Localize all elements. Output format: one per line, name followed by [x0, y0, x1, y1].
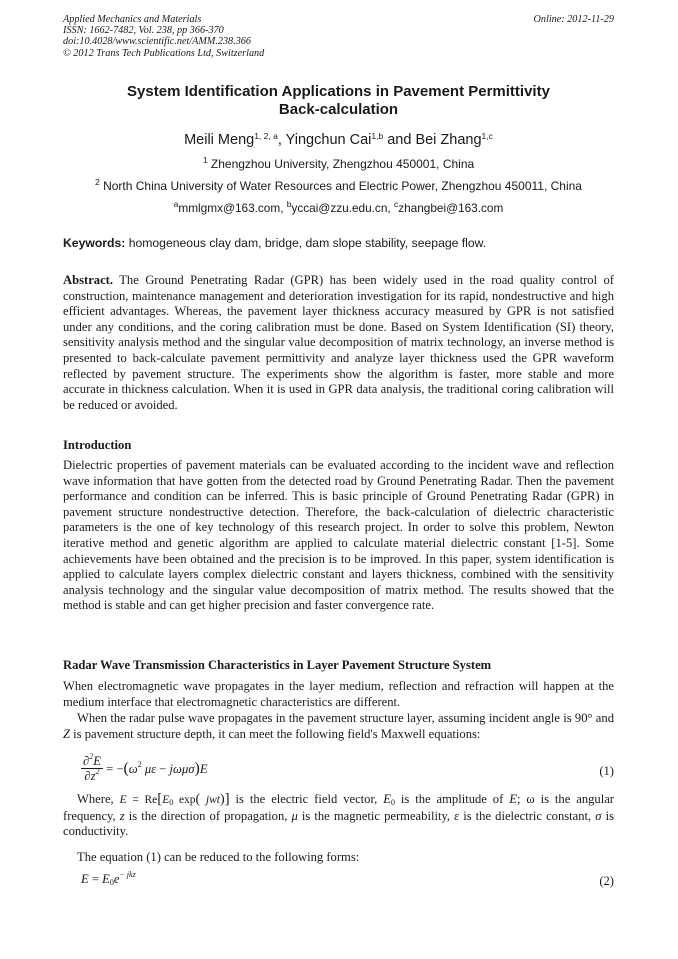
- variable-z: Z: [63, 726, 71, 741]
- author-name: Bei Zhang: [415, 132, 482, 148]
- affiliation-sup: 2: [95, 177, 100, 187]
- variable-e0: E: [383, 792, 391, 806]
- affiliation-text: Zhengzhou University, Zhengzhou 450001, China: [210, 157, 475, 171]
- paper-title: [63, 83, 614, 119]
- introduction-heading: Introduction: [63, 438, 132, 452]
- section-heading: Radar Wave Transmission Characteristics in Layer Pavement Structure System: [63, 658, 492, 672]
- email-link[interactable]: zhangbei@163.com: [398, 201, 504, 215]
- equation-2-body: $E = E_0e^{- jkz}$: [81, 870, 136, 887]
- second-derivative: $\frac{\partial^2E}{\partial z^2}$: [83, 752, 101, 783]
- introduction-text: Dielectric properties of pavement materials can be evaluated according to the incident wave and reflection wave information that have gotten from the detected road by Ground Penetrating Radar. Then the pavement performance and condition can be inferred. This is basic principle of Ground Penetrating Radar (GPR) in pavement structure nondestructive detection. Therefore, the back-calculation of dielectric characteristic parameters is the one of key technology of this research project. In order to solve this problem, Newton iterative method and genetic algorithm are applied to calculate material dielectric constant [1-5]. Some achievements have been obtained and the precision is to be improved. In this paper, system identification is applied to calculate layers complex dielectric constant and layers thickness, combined with the sensitivity analysis technology and the singular value decomposition of matrix method. The results showed that the method is stable and can get higher precision and faster convergence rate.: [63, 458, 614, 613]
- variable-epsilon: ε: [454, 808, 460, 823]
- author-list: [63, 131, 614, 149]
- description-text: is the electric field vector,: [229, 792, 384, 806]
- description-text: is the magnetic permeability,: [297, 808, 455, 823]
- variable-z: z: [119, 808, 125, 823]
- author-separator: ,: [277, 132, 286, 148]
- variable-e: E: [509, 792, 517, 806]
- journal-name: Applied Mechanics and Materials: [63, 14, 202, 25]
- abstract: [63, 273, 614, 413]
- description-text: is the amplitude of: [394, 792, 510, 806]
- author-emails: [63, 201, 614, 215]
- where-label: Where,: [77, 792, 120, 806]
- affiliation-text: North China University of Water Resources and Electric Power, Zhengzhou 450011, China: [103, 179, 582, 193]
- author-name: Meili Meng: [184, 132, 255, 148]
- equation-1-description: Where, $E = Re[E_0$ exp( jwt)] is the electric field vector, $E_0$ is the amplitude of E; ω is the angular frequency, z is the direction of propagation, μ is the magnetic permeability, ε is the dielectric constant, σ is conductivity.: [63, 791, 614, 839]
- variable-sigma: σ: [595, 808, 602, 823]
- author-separator: and: [383, 132, 416, 148]
- email-link[interactable]: yccai@zzu.edu.cn,: [291, 201, 394, 215]
- journal-header: [63, 14, 614, 59]
- journal-copyright: © 2012 Trans Tech Publications Ltd, Switzerland: [63, 47, 265, 59]
- email-sup: c: [393, 199, 399, 209]
- variable-mu: μ: [291, 808, 298, 823]
- abstract-text: The Ground Penetrating Radar (GPR) has been widely used in the road quality control of construction, maintenance management and deterioration investigation for its rapid, nondestructive and high efficient advantages. Whereas, the pavement layer thickness accuracy measured by GPR is not satisfied under any conditions, and the coring calibration must be done. Based on System Identification (SI) theory, sensitivity analysis method and the singular value decomposition of matrix technology, an inverse method is presented to back-calculate pavement permittivity and analyze layer thickness used the GPR waveform reflected by pavement structure. The experiments show the algorithm is faster, more stable and more accurate in thickness calculation. When it is used in GPR data analysis, the traditional coring calibration will be reduced or avoided.: [63, 273, 614, 412]
- affiliation-1: [63, 157, 614, 171]
- affiliation-2: [63, 179, 614, 193]
- email-link[interactable]: mmlgmx@163.com,: [178, 201, 287, 215]
- keywords-text: homogeneous clay dam, bridge, dam slope stability, seepage flow.: [125, 236, 487, 250]
- abstract-label: Abstract.: [63, 273, 114, 287]
- paragraph-text: When the radar pulse wave propagates in the pavement structure layer, assuming incident angle is 90° and: [77, 711, 614, 725]
- description-text: is conductivity.: [63, 808, 614, 839]
- affiliation-sup: 1: [202, 155, 208, 165]
- keywords: [63, 236, 614, 250]
- equation-1: [63, 754, 614, 790]
- equation-number: (1): [599, 764, 614, 778]
- author-sup: 1, 2, a: [254, 131, 278, 141]
- email-sup: a: [173, 199, 179, 209]
- keywords-label: Keywords:: [63, 236, 126, 250]
- author-sup: 1,b: [371, 131, 384, 141]
- title-line-2: Back-calculation: [278, 101, 399, 118]
- equation-1-body: $\frac{\partial^2E}{\partial z^2}$ = $-(\omega^2$ με − jωμσ)E: [83, 752, 208, 783]
- description-text: is the dielectric constant,: [459, 808, 596, 823]
- inline-equation: E: [119, 794, 127, 806]
- author-name: Yingchun Cai: [285, 132, 372, 148]
- section-paragraph-2: [63, 711, 614, 742]
- section-paragraph-3: The equation (1) can be reduced to the following forms:: [77, 850, 360, 864]
- journal-issn: ISSN: 1662-7482, Vol. 238, pp 366-370: [63, 25, 224, 37]
- title-line-1: System Identification Applications in Pavement Permittivity: [127, 83, 550, 100]
- equation-number: (2): [599, 874, 614, 888]
- author-sup: 1,c: [481, 131, 493, 141]
- section-paragraph-1: When electromagnetic wave propagates in the layer medium, reflection and refraction will happen at the medium interface that electromagnetic characteristics are different.: [63, 679, 614, 709]
- email-sup: b: [286, 199, 292, 209]
- journal-doi: doi:10.4028/www.scientific.net/AMM.238.366: [63, 36, 251, 48]
- description-text: is the direction of propagation,: [124, 808, 292, 823]
- paragraph-text: is pavement structure depth, it can meet the following field's Maxwell equations:: [70, 726, 481, 741]
- description-text: ; ω is the angular frequency,: [63, 792, 614, 823]
- online-date: Online: 2012-11-29: [533, 14, 614, 25]
- equation-2: [63, 872, 614, 892]
